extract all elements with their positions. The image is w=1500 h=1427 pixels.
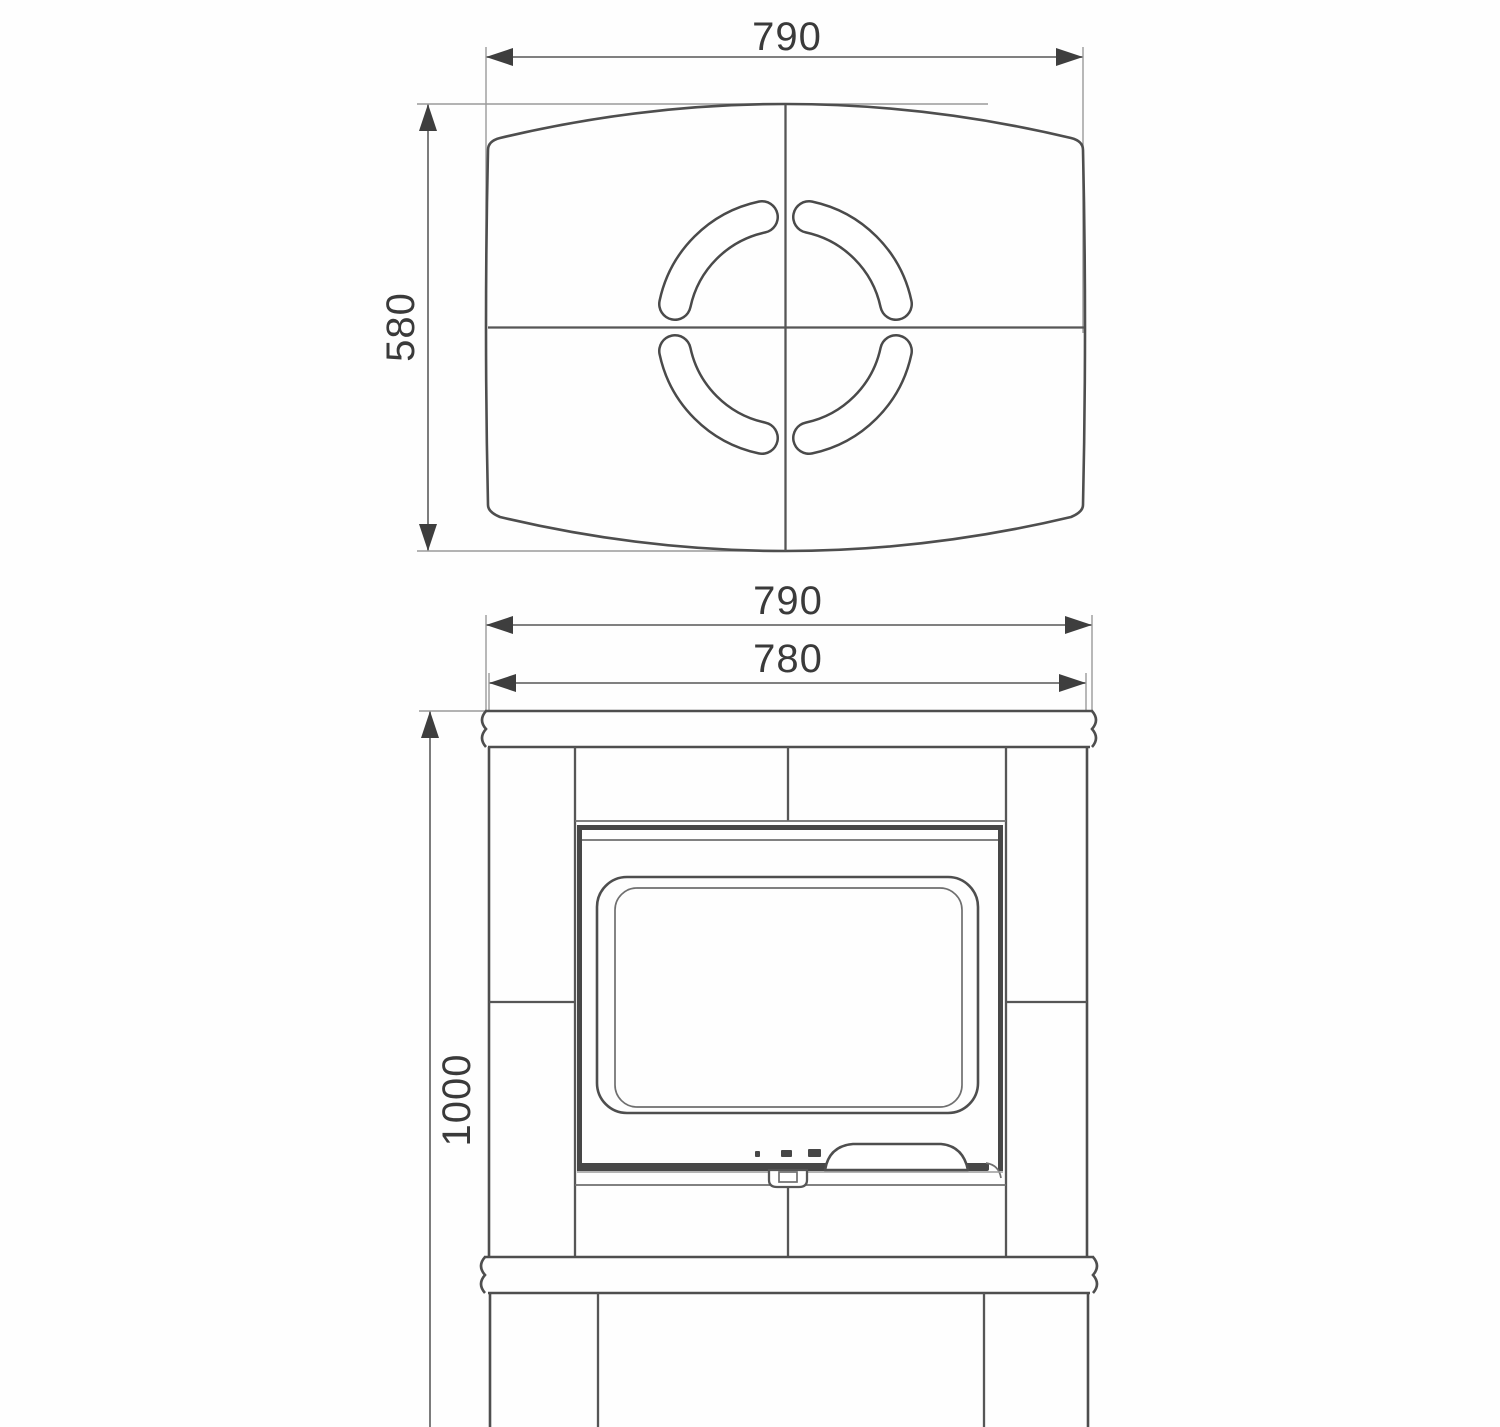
base-section — [490, 1293, 1088, 1427]
vent-slot-inner — [809, 351, 896, 438]
door-handle — [825, 1144, 968, 1170]
front-view-body-width-dimension — [489, 637, 1086, 711]
band-left-molding — [481, 1257, 485, 1293]
glass-window-inner — [615, 888, 962, 1107]
top-plate-band — [482, 711, 1096, 747]
arrowhead-left-icon — [489, 674, 516, 692]
front-view-height-label: 1000 — [435, 1053, 479, 1147]
band-left-molding — [482, 711, 486, 747]
air-control-dash — [781, 1150, 792, 1157]
middle-band — [481, 1257, 1097, 1293]
arrowhead-left-icon — [486, 616, 513, 634]
arrowhead-right-icon — [1056, 48, 1083, 66]
vent-slot-inner — [675, 217, 762, 304]
fire-door — [577, 825, 1003, 1187]
arrowhead-up-icon — [419, 104, 437, 131]
arrowhead-down-icon — [419, 524, 437, 551]
front-view-height-dimension — [419, 711, 486, 1427]
top-view-width-label: 790 — [752, 15, 822, 59]
front-view-body-width-label: 780 — [753, 637, 823, 681]
vent-slot-inner — [809, 217, 896, 304]
band-right-molding — [1093, 1257, 1097, 1293]
band-right-molding — [1092, 711, 1096, 747]
front-view — [419, 579, 1097, 1427]
arrowhead-right-icon — [1059, 674, 1086, 692]
top-view-depth-label: 580 — [379, 292, 423, 362]
air-control-dot — [755, 1151, 760, 1157]
top-view — [379, 15, 1085, 551]
door-latch — [769, 1170, 807, 1187]
arrowhead-right-icon — [1065, 616, 1092, 634]
front-view-outer-width-label: 790 — [753, 579, 823, 623]
arrowhead-left-icon — [486, 48, 513, 66]
latch-inner — [779, 1172, 797, 1182]
glass-window-outer — [597, 877, 978, 1113]
air-control-dash — [808, 1149, 821, 1157]
vent-slot-inner — [675, 351, 762, 438]
arrowhead-up-icon — [421, 711, 439, 738]
